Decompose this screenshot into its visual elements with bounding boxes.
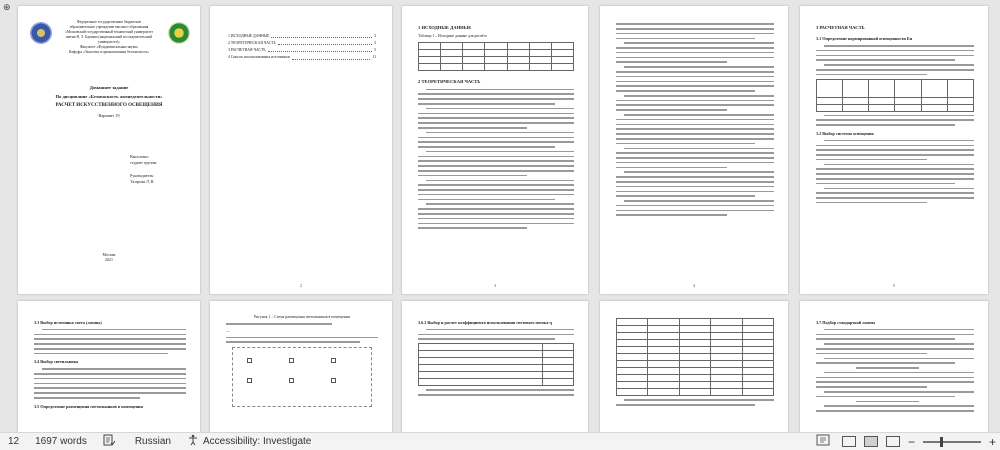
page-toc[interactable] xyxy=(210,6,392,294)
language-selector[interactable]: Russian xyxy=(134,436,171,447)
luminaire-layout-figure xyxy=(232,347,372,407)
zoom-in-button[interactable]: + xyxy=(988,434,996,449)
accessibility-icon xyxy=(187,434,199,449)
utilization-table xyxy=(616,318,774,396)
section-heading: 2 ТЕОРЕТИЧЕСКАЯ ЧАСТЬ xyxy=(418,79,481,85)
focus-mode-button[interactable] xyxy=(808,434,838,449)
page-7[interactable] xyxy=(210,301,392,432)
variant: Вариант 19 xyxy=(98,113,120,119)
faculty-emblem-icon xyxy=(168,22,190,44)
org-line: университет)» xyxy=(98,40,120,45)
org-line: имени Н. Э. Баумана (национальный исследовательский xyxy=(65,35,153,40)
page-6[interactable] xyxy=(18,301,200,432)
org-line: образовательное учреждение высшего образования xyxy=(69,25,149,30)
page-10[interactable] xyxy=(800,301,988,432)
performed-label: Выполнил: xyxy=(130,154,149,159)
word-count[interactable]: 1697 words xyxy=(35,436,87,447)
web-layout-icon[interactable] xyxy=(886,436,900,447)
subsection-heading: 3.1 Определение нормированной освещенности Ен xyxy=(816,36,913,42)
illumination-table xyxy=(816,79,974,112)
read-mode-icon[interactable] xyxy=(842,436,856,447)
subsection-heading: 3.4 Выбор светильника xyxy=(34,359,79,365)
toc-item[interactable]: 1 ИСХОДНЫЕ ДАННЫЕ 3 xyxy=(228,34,376,38)
zoom-thumb[interactable] xyxy=(940,437,943,447)
page-number: 2 xyxy=(300,282,302,288)
status-bar xyxy=(0,432,1000,450)
subsection-heading: 3.6.2 Выбор и расчет коэффициента использования светового потока η xyxy=(418,320,552,325)
page-number: 3 xyxy=(494,282,496,288)
city: Москва xyxy=(102,252,116,257)
page-5[interactable] xyxy=(800,6,988,294)
proofing-status[interactable] xyxy=(95,434,127,449)
figure-caption: Рисунок 1 – Схема размещения светильников в помещении xyxy=(254,315,350,319)
toc-item[interactable]: 2 ТЕОРЕТИЧЕСКАЯ ЧАСТЬ 3 xyxy=(228,41,376,46)
org-line: Федеральное государственное бюджетное xyxy=(76,20,142,24)
zoom-slider[interactable] xyxy=(923,441,981,443)
toc-item[interactable]: 4 Список использованных источников 11 xyxy=(228,55,376,60)
zoom-out-button[interactable]: − xyxy=(907,434,915,449)
org-line: Факультет «Фундаментальные науки» xyxy=(79,45,139,50)
page-title[interactable] xyxy=(18,6,200,294)
input-data-table xyxy=(418,42,574,71)
formula: — xyxy=(226,328,230,334)
page-8[interactable] xyxy=(402,301,588,432)
year: 2021 xyxy=(105,257,113,263)
org-line: «Московский государственный технический университет xyxy=(65,30,153,35)
city-year xyxy=(18,252,200,263)
toc xyxy=(210,6,392,61)
coefficient-table xyxy=(418,343,574,386)
navigation-pane-icon[interactable]: ⊕ xyxy=(3,2,11,12)
supervisor-name: Тазарова Л. В. xyxy=(130,179,155,185)
signature-block xyxy=(130,154,156,186)
page-9[interactable] xyxy=(600,301,788,432)
page-4[interactable] xyxy=(600,6,788,294)
topic: РАСЧЕТ ИСКУССТВЕННОГО ОСВЕЩЕНИЯ xyxy=(55,102,163,108)
subsection-heading: 3.2 Выбор системы освещения xyxy=(816,130,874,136)
org-line: Кафедра «Экология и промышленная безопасность» xyxy=(68,50,150,55)
proofing-icon xyxy=(103,434,115,449)
toc-item[interactable]: 3 РАСЧЕТНАЯ ЧАСТЬ 5 xyxy=(228,48,376,53)
table-caption: Таблица 1 – Исходные данные для расчёта xyxy=(418,34,487,39)
subsection-heading: 3.7 Подбор стандартной лампы xyxy=(816,320,876,325)
focus-icon xyxy=(816,434,830,449)
university-emblem-icon xyxy=(30,22,52,44)
page-indicator[interactable]: 12 xyxy=(8,436,20,447)
discipline: По дисциплине «Безопасность жизнедеятельности» xyxy=(55,94,163,100)
section-heading: 1 ИСХОДНЫЕ ДАННЫЕ xyxy=(418,25,472,30)
student-label: студент группы xyxy=(130,160,157,166)
print-layout-icon[interactable] xyxy=(864,436,878,447)
accessibility-checker[interactable]: Accessibility: Investigate xyxy=(179,434,319,449)
page-3[interactable] xyxy=(402,6,588,294)
subsection-heading: 3.3 Выбор источника света (лампы) xyxy=(34,320,102,325)
page-number: 4 xyxy=(693,282,695,288)
page-number: 5 xyxy=(893,282,895,288)
task-label: Домашнее задание xyxy=(89,85,129,91)
section-heading: 3 РАСЧЕТНАЯ ЧАСТЬ xyxy=(816,25,865,30)
supervisor-label: Руководитель: xyxy=(130,172,155,178)
subsection-heading: 3.5 Определение размещения светильников в помещении xyxy=(34,403,143,409)
